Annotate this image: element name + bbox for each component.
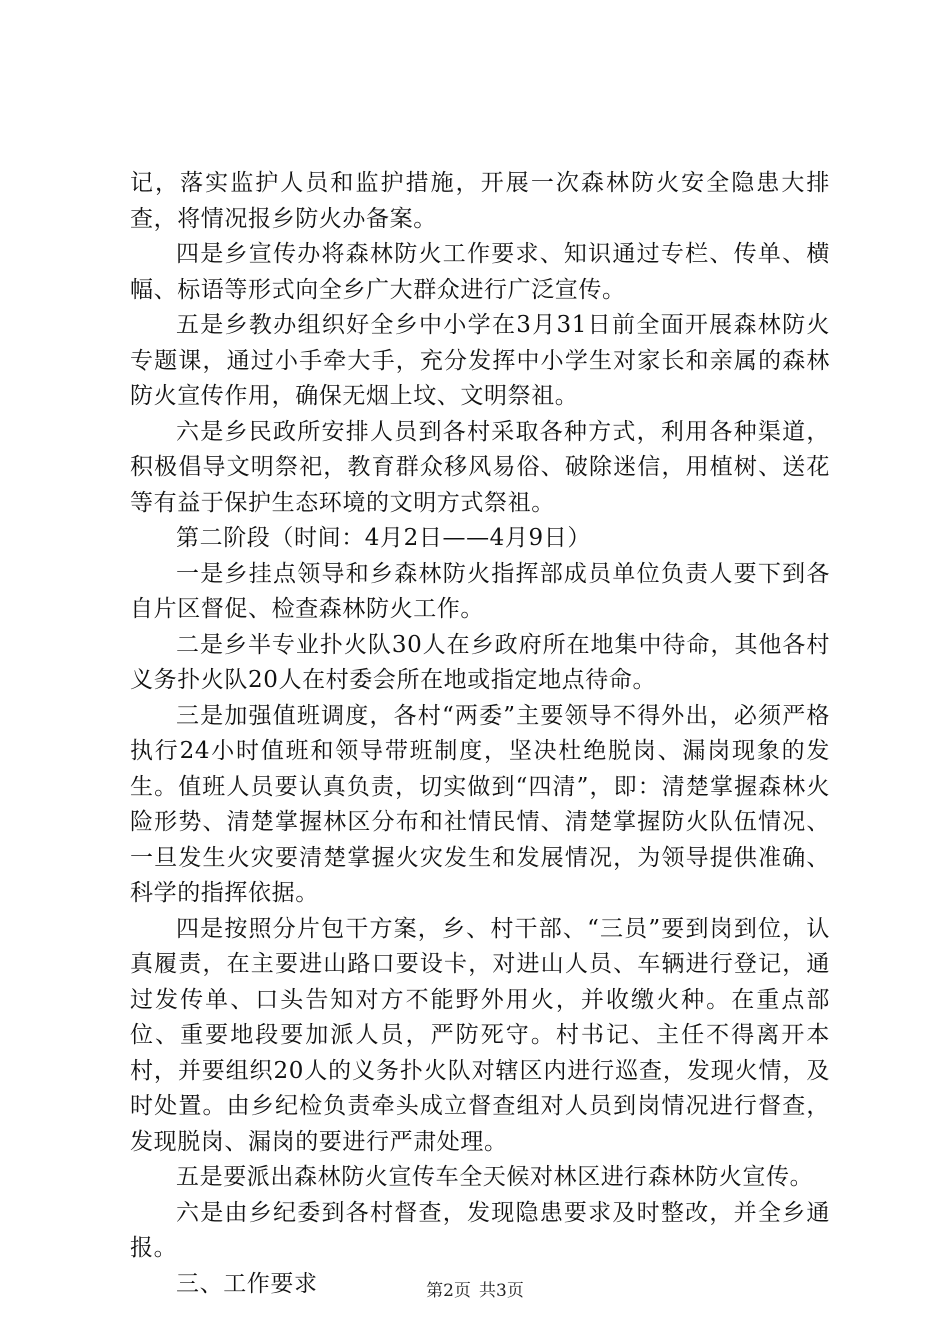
paragraph-item-4-publicity: 四是乡宣传办将森林防火工作要求、知识通过专栏、传单、横幅、标语等形式向全乡广大群众进行广泛宣传。 — [130, 241, 830, 303]
page-total: 共3页 — [479, 1281, 524, 1301]
document-body — [130, 166, 830, 1302]
paragraph-stage2-item-6: 六是由乡纪委到各村督查，发现隐患要求及时整改，并全乡通报。 — [130, 1199, 830, 1261]
section-heading-work-requirements: 三、工作要求 — [176, 1270, 318, 1297]
paragraph-stage2-item-1: 一是乡挂点领导和乡森林防火指挥部成员单位负责人要下到各自片区督促、检查森林防火工作。 — [130, 560, 830, 622]
paragraph-stage2-item-4: 四是按照分片包干方案，乡、村干部、“三员”要到岗到位，认真履责，在主要进山路口要设卡，对进山人员、车辆进行登记，通过发传单、口头告知对方不能野外用火，并收缴火种。在重点部位、重要地段要加派人员，严防死守。村书记、主任不得离开本村，并要组织20人的义务扑火队对辖区内进行巡查，发现火情，及时处置。由乡纪检负责牵头成立督查组对人员到岗情况进行督查，发现脱岗、漏岗的要进行严肃处理。 — [130, 915, 830, 1155]
page-footer — [0, 1276, 950, 1301]
paragraph-stage2-item-2: 二是乡半专业扑火队30人在乡政府所在地集中待命，其他各村义务扑火队20人在村委会所在地或指定地点待命。 — [130, 631, 830, 693]
section-heading-stage-two: 第二阶段（时间：4月2日——4月9日） — [176, 525, 591, 551]
paragraph-stage2-item-5: 五是要派出森林防火宣传车全天候对林区进行森林防火宣传。 — [176, 1164, 814, 1190]
paragraph-item-5-education: 五是乡教办组织好全乡中小学在3月31日前全面开展森林防火专题课，通过小手牵大手，充分发挥中小学生对家长和亲属的森林防火宣传作用，确保无烟上坟、文明祭祖。 — [130, 312, 830, 409]
paragraph-item-6-civil-affairs: 六是乡民政所安排人员到各村采取各种方式，利用各种渠道，积极倡导文明祭祀，教育群众移风易俗、破除迷信，用植树、送花等有益于保护生态环境的文明方式祭祖。 — [130, 418, 830, 516]
paragraph-stage2-item-3: 三是加强值班调度，各村“两委”主要领导不得外出，必须严格执行24小时值班和领导带班制度，坚决杜绝脱岗、漏岗现象的发生。值班人员要认真负责，切实做到“四清”，即：清楚掌握森林火险形势、清楚掌握林区分布和社情民情、清楚掌握防火队伍情况、一旦发生火灾要清楚掌握火灾发生和发展情况，为领导提供准确、科学的指挥依据。 — [130, 702, 830, 906]
page-number: 第2页 — [426, 1281, 471, 1301]
paragraph-continuation: 记，落实监护人员和监护措施，开展一次森林防火安全隐患大排查，将情况报乡防火办备案。 — [130, 170, 830, 232]
